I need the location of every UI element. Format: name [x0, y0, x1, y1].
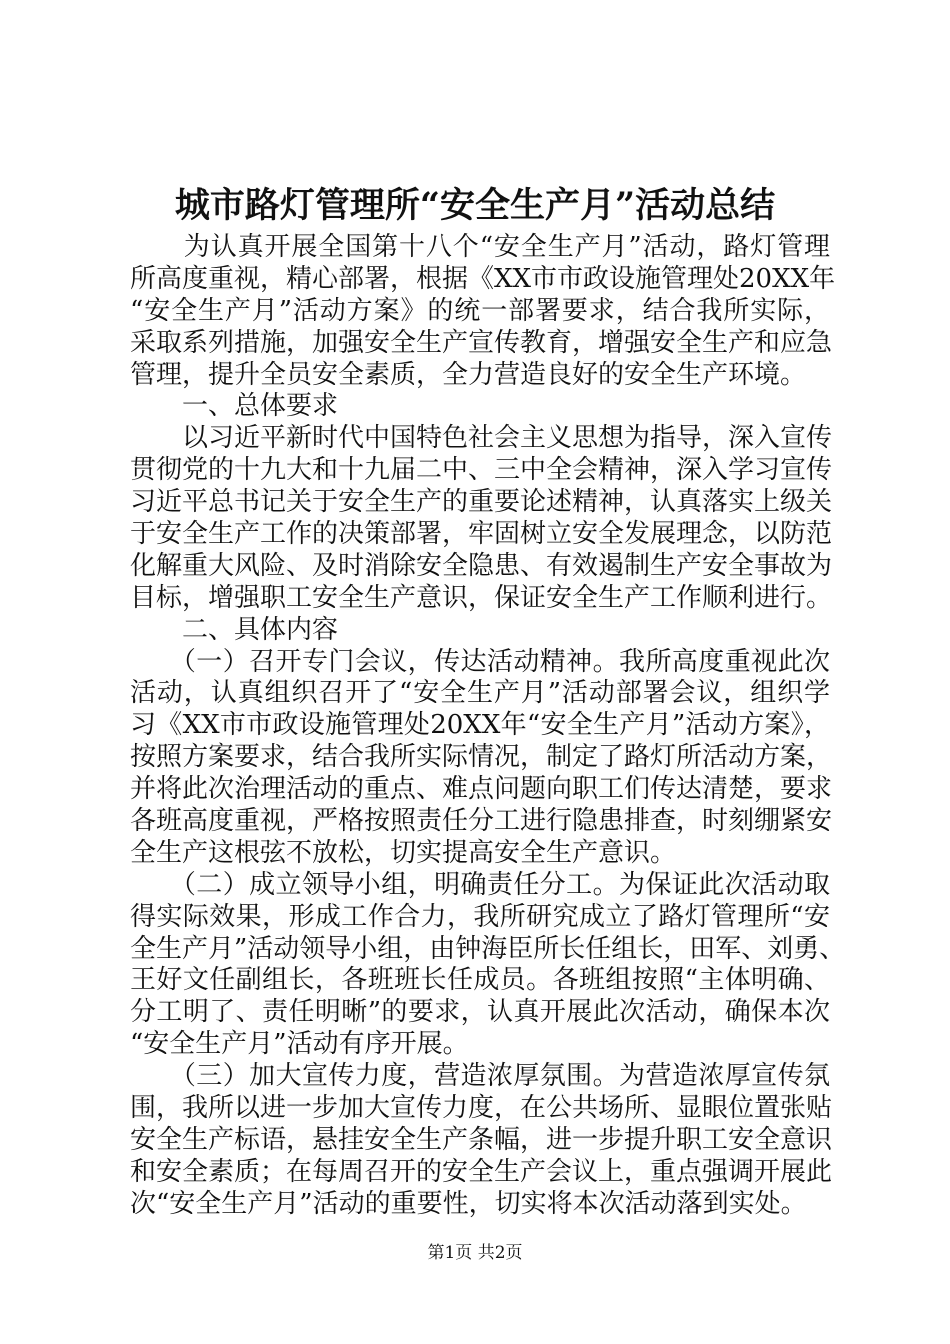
text-line: 管理，提升全员安全素质，全力营造良好的安全生产环境。 [130, 359, 807, 390]
document-body [130, 232, 846, 1221]
text-line: 围，我所以进一步加大宣传力度，在公共场所、显眼位置张贴 [130, 1093, 833, 1124]
page-footer: 第1页 共2页 [427, 1243, 523, 1263]
text-line: 贯彻党的十九大和十九届二中、三中全会精神，深入学习宣传 [130, 455, 833, 486]
text-line: 次“安全生产月”活动的重要性，切实将本次活动落到实处。 [130, 1188, 807, 1219]
section-heading: 一、总体要求 [182, 391, 339, 422]
text-line: “安全生产月”活动方案》的统一部署要求，结合我所实际， [130, 295, 830, 326]
text-line: 王好文任副组长，各班班长任成员。各班组按照“主体明确、 [130, 965, 830, 996]
text-line: 和安全素质；在每周召开的安全生产会议上，重点强调开展此 [130, 1156, 833, 1187]
text-line: 全生产这根弦不放松，切实提高安全生产意识。 [130, 837, 677, 868]
text-line: 安全生产标语，悬挂安全生产条幅，进一步提升职工安全意识 [130, 1124, 833, 1155]
text-line: 分工明了、责任明晰”的要求，认真开展此次活动，确保本次 [130, 997, 830, 1028]
text-line: 得实际效果，形成工作合力，我所研究成立了路灯管理所“安 [130, 901, 830, 932]
text-line: 全生产月”活动领导小组，由钟海臣所长任组长，田军、刘勇、 [130, 933, 846, 964]
text-line: 并将此次治理活动的重点、难点问题向职工们传达清楚，要求 [130, 774, 833, 805]
text-line: “安全生产月”活动有序开展。 [130, 1029, 469, 1060]
text-line: （一）召开专门会议，传达活动精神。我所高度重视此次 [130, 646, 830, 677]
text-line: 化解重大风险、及时消除安全隐患、有效遏制生产安全事故为 [130, 550, 833, 581]
text-line: 所高度重视，精心部署，根据《XX市市政设施管理处20XX年 [130, 263, 836, 294]
text-line: 以习近平新时代中国特色社会主义思想为指导，深入宣传 [130, 423, 833, 454]
text-line: 于安全生产工作的决策部署，牢固树立安全发展理念，以防范 [130, 519, 833, 550]
text-line: 采取系列措施，加强安全生产宣传教育，增强安全生产和应急 [130, 327, 833, 358]
text-line: 按照方案要求，结合我所实际情况，制定了路灯所活动方案， [130, 742, 833, 773]
text-line: 目标，增强职工安全生产意识，保证安全生产工作顺利进行。 [130, 582, 833, 613]
text-line: （三）加大宣传力度，营造浓厚氛围。为营造浓厚宣传氛 [130, 1061, 830, 1092]
document-title: 城市路灯管理所“安全生产月”活动总结 [174, 185, 776, 226]
text-line: 活动，认真组织召开了“安全生产月”活动部署会议，组织学 [130, 678, 830, 709]
text-line: 各班高度重视，严格按照责任分工进行隐患排查，时刻绷紧安 [130, 806, 833, 837]
text-line: 习近平总书记关于安全生产的重要论述精神，认真落实上级关 [130, 487, 833, 518]
text-line: （二）成立领导小组，明确责任分工。为保证此次活动取 [130, 869, 830, 900]
text-line: 习《XX市市政设施管理处20XX年“安全生产月”活动方案》， [130, 710, 830, 741]
section-heading: 二、具体内容 [182, 614, 339, 645]
text-line: 为认真开展全国第十八个“安全生产月”活动，路灯管理 [130, 232, 830, 262]
